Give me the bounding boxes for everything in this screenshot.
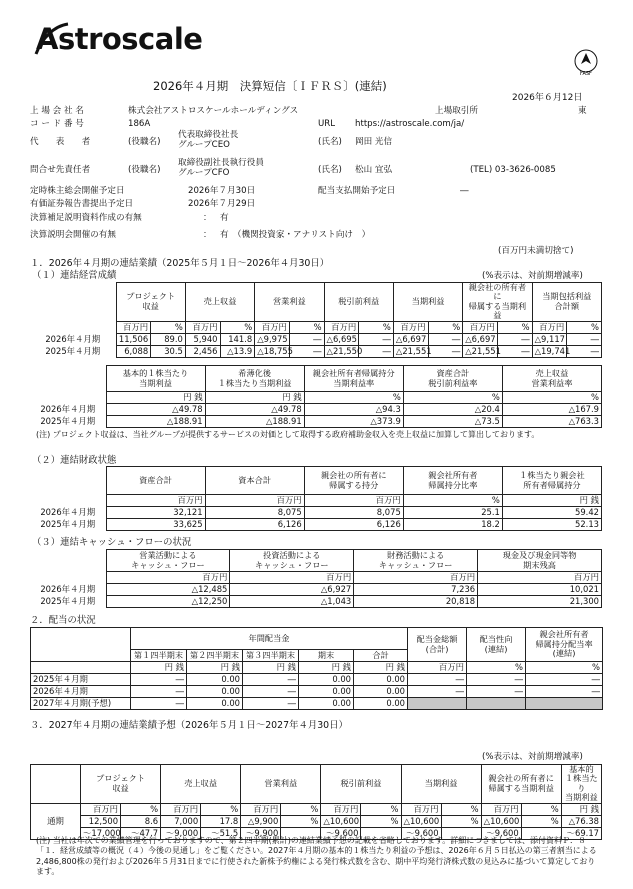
table-row xyxy=(30,519,602,531)
unit-cell: % xyxy=(121,803,161,815)
value-cell: ― xyxy=(131,698,187,710)
unit-cell: 百万円 xyxy=(354,572,478,584)
value-cell: △49.78 xyxy=(106,404,205,416)
column-header: 現金及び現金同等物 期末残高 xyxy=(478,550,602,572)
value-cell: 12,500 xyxy=(81,815,121,827)
value-cell: ― xyxy=(243,674,299,686)
column-header: 親会社の所有者に 帰属する当期利益 xyxy=(481,765,561,804)
pct-note-1: (%表示は、対前期増減率) xyxy=(482,271,583,281)
unit-cell: 百万円 xyxy=(161,803,201,815)
column-header: 親会社所有者 帰属持分配当率 (連結) xyxy=(526,628,603,662)
value-cell: ― xyxy=(359,333,394,345)
section3-title: ３．2027年４月期の連結業績予想（2026年５月１日～2027年４月30日） xyxy=(30,720,348,731)
unit-row xyxy=(30,321,602,333)
value-cell: ～9,900 xyxy=(241,827,281,839)
column-header: 配当性向 (連結) xyxy=(467,628,526,662)
value-cell: ～9,600 xyxy=(481,827,521,839)
value-cell: △21,551 xyxy=(463,345,498,357)
header-row xyxy=(30,550,602,572)
div-start-label: 配当支払開始予定日 xyxy=(318,186,396,196)
value-cell: ― xyxy=(289,333,324,345)
value-cell: ― xyxy=(526,674,603,686)
value-cell: 20,818 xyxy=(354,596,478,608)
exchange: 東 xyxy=(578,106,587,116)
cashflow-table xyxy=(30,549,602,608)
fasf-mark-icon xyxy=(573,48,599,76)
value-cell: ― xyxy=(289,345,324,357)
value-cell: % xyxy=(361,815,401,827)
column-header: 資本合計 xyxy=(205,467,304,495)
column-header: 売上収益 xyxy=(185,283,254,322)
column-header: 合計 xyxy=(354,650,408,662)
unit-cell: 百万円 xyxy=(255,321,290,333)
value-cell: 6,126 xyxy=(205,519,304,531)
note-2: (注) 当社は年次での業績管理を行っておりますので、第２四半期(累計)の連結業績予想の記載を省略しております。詳細につきましては、添付資料Ｐ．８「１．経営成績等の概況（４）今後の見通し」をご覧ください。2027年４月期の基本的１株当たり利益の予想は、2026年６月５日払込の第三者割当による2,486,800株の発行および2026年５月31日までに行使された新株予約権による発行株式数を含む、期中平均発行済株式数の見込みに基づいて算定しております。 xyxy=(36,836,597,877)
value-cell: ― xyxy=(131,686,187,698)
value-cell: △21,550 xyxy=(324,345,359,357)
value-cell: △10,600 xyxy=(321,815,361,827)
value-cell: 2,456 xyxy=(185,345,220,357)
company-name-label: 上 場 会 社 名 xyxy=(30,106,84,116)
filing-date: 2026年７月29日 xyxy=(188,199,256,209)
group-header: 年間配当金 xyxy=(131,628,408,650)
value-cell: ― xyxy=(243,698,299,710)
column-header: 第３四半期末 xyxy=(243,650,299,662)
contact-tel: (TEL) 03-3626-0085 xyxy=(470,165,556,175)
value-cell xyxy=(467,698,526,710)
column-header: 当期包括利益 合計額 xyxy=(532,283,601,322)
unit-cell: % xyxy=(467,662,526,674)
column-header: 親会社の所有者に 帰属する持分 xyxy=(304,467,403,495)
column-header: 希薄化後 １株当たり当期利益 xyxy=(205,366,304,392)
dividend-table xyxy=(30,627,603,710)
rep-role: 代表取締役社長 グループCEO xyxy=(178,130,239,150)
value-cell: △73.5 xyxy=(403,416,502,428)
value-cell: 141.8 xyxy=(220,333,255,345)
contact-name-label: (氏名) xyxy=(318,165,342,175)
unit-row xyxy=(30,572,602,584)
row-label: 2025年４月期 xyxy=(40,596,96,607)
value-cell: 52.13 xyxy=(502,519,601,531)
unit-cell: 百万円 xyxy=(481,803,521,815)
unit-cell: 百万円 xyxy=(241,803,281,815)
financial-position-table xyxy=(30,466,602,531)
section2-title: ２．配当の状況 xyxy=(30,615,96,626)
section1-title: １．2026年４月期の連結業績（2025年５月１日～2026年４月30日） xyxy=(30,258,330,269)
column-header: プロジェクト 収益 xyxy=(81,765,161,804)
row-label: 通期 xyxy=(31,803,81,839)
value-cell: △9,975 xyxy=(255,333,290,345)
column-header: 営業利益 xyxy=(241,765,321,804)
unit-cell: % xyxy=(304,392,403,404)
column-header: 親会社所有者帰属持分 当期利益率 xyxy=(304,366,403,392)
unit-cell: 円 銭 xyxy=(106,392,205,404)
unit-cell: % xyxy=(289,321,324,333)
unit-cell: % xyxy=(281,803,321,815)
value-cell: ― xyxy=(408,686,467,698)
value-cell: △12,485 xyxy=(106,584,230,596)
unit-cell: 円 銭 xyxy=(299,662,354,674)
unit-cell: % xyxy=(361,803,401,815)
column-header: 税引前利益 xyxy=(321,765,401,804)
value-cell: △6,697 xyxy=(463,333,498,345)
table-row xyxy=(30,584,602,596)
value-cell: 89.0 xyxy=(151,333,186,345)
unit-cell: % xyxy=(497,321,532,333)
unit-cell: 円 銭 xyxy=(205,392,304,404)
table-row xyxy=(30,345,602,357)
unit-cell: 百万円 xyxy=(304,495,403,507)
per-share-table xyxy=(30,365,602,428)
supp-colon: ： xyxy=(203,213,212,223)
column-header: 資産合計 xyxy=(106,467,205,495)
unit-row xyxy=(31,803,602,815)
corner-cell xyxy=(30,495,106,507)
rep-label: 代 表 者 xyxy=(30,137,91,147)
unit-cell: % xyxy=(403,392,502,404)
unit-cell: 百万円 xyxy=(116,321,151,333)
value-cell: % xyxy=(441,815,481,827)
value-cell: △13.9 xyxy=(220,345,255,357)
value-cell: 18.2 xyxy=(403,519,502,531)
rep-name-label: (氏名) xyxy=(318,137,342,147)
value-cell: △49.78 xyxy=(205,404,304,416)
unit-cell: 円 銭 xyxy=(354,662,408,674)
agm-date: 2026年７月30日 xyxy=(188,186,256,196)
unit-cell: % xyxy=(151,321,186,333)
column-header: 当期利益 xyxy=(393,283,462,322)
header-row xyxy=(30,366,602,392)
value-cell: △6,697 xyxy=(393,333,428,345)
corner-cell xyxy=(31,662,131,674)
value-cell: 6,126 xyxy=(304,519,403,531)
supp-value: 有 xyxy=(220,213,229,223)
unit-cell: 百万円 xyxy=(106,572,230,584)
contact-label: 問合せ先責任者 xyxy=(30,165,91,175)
value-cell: ― xyxy=(408,674,467,686)
column-header: 営業利益 xyxy=(255,283,324,322)
unit-cell: 百万円 xyxy=(408,662,467,674)
unit-cell: 百万円 xyxy=(401,803,441,815)
table-row xyxy=(31,674,603,686)
value-cell: % xyxy=(521,815,561,827)
column-header: 配当金総額 (合計) xyxy=(408,628,467,662)
corner-cell xyxy=(30,550,106,572)
value-cell: △188.91 xyxy=(205,416,304,428)
unit-cell: 百万円 xyxy=(230,572,354,584)
value-cell: ― xyxy=(467,686,526,698)
value-cell: 8.6 xyxy=(121,815,161,827)
value-cell: ― xyxy=(131,674,187,686)
value-cell: 0.00 xyxy=(299,698,354,710)
value-cell: △167.9 xyxy=(502,404,601,416)
unit-cell: 百万円 xyxy=(324,321,359,333)
column-header: プロジェクト 収益 xyxy=(116,283,185,322)
column-header: 第２四半期末 xyxy=(187,650,243,662)
column-header: 基本的 １株当たり 当期利益 xyxy=(561,765,601,804)
unit-row xyxy=(30,495,602,507)
value-cell: 5,940 xyxy=(185,333,220,345)
corner-cell xyxy=(30,572,106,584)
value-cell: ― xyxy=(359,345,394,357)
value-cell: 8,075 xyxy=(304,507,403,519)
value-cell: 0.00 xyxy=(187,686,243,698)
unit-cell: % xyxy=(526,662,603,674)
value-cell: △18,755 xyxy=(255,345,290,357)
unit-cell: % xyxy=(220,321,255,333)
operating-results-table xyxy=(30,282,602,358)
row-label: 2025年４月期 xyxy=(31,674,131,686)
column-header: 第１四半期末 xyxy=(131,650,187,662)
table-row xyxy=(31,815,602,827)
column-header: 期末 xyxy=(299,650,354,662)
corner-cell xyxy=(30,392,106,404)
unit-cell: % xyxy=(428,321,463,333)
value-cell: ～47.7 xyxy=(121,827,161,839)
row-label: 2026年４月期 xyxy=(40,584,96,595)
report-date: 2026年６月12日 xyxy=(512,93,583,103)
value-cell: △763.3 xyxy=(502,416,601,428)
unit-cell: 円 銭 xyxy=(131,662,187,674)
brief-label: 決算説明会開催の有無 xyxy=(30,230,116,240)
unit-cell: % xyxy=(502,392,601,404)
corner-cell xyxy=(30,467,106,495)
value-cell: 30.5 xyxy=(151,345,186,357)
value-cell: ― xyxy=(428,333,463,345)
value-cell: 21,300 xyxy=(478,596,602,608)
value-cell: ― xyxy=(467,674,526,686)
value-cell: 0.00 xyxy=(354,674,408,686)
value-cell: 59.42 xyxy=(502,507,601,519)
column-header: １株当たり親会社 所有者帰属持分 xyxy=(502,467,601,495)
rep-name: 岡田 光信 xyxy=(355,137,393,147)
value-cell: % xyxy=(281,815,321,827)
brief-value: 有 （機関投資家・アナリスト向け ） xyxy=(220,230,371,240)
column-header: 営業活動による キャッシュ・フロー xyxy=(106,550,230,572)
value-cell: 10,021 xyxy=(478,584,602,596)
value-cell: 25.1 xyxy=(403,507,502,519)
column-header: 親会社の所有者に 帰属する当期利益 xyxy=(463,283,532,322)
value-cell xyxy=(526,698,603,710)
value-cell: ― xyxy=(567,345,602,357)
value-cell: △1,043 xyxy=(230,596,354,608)
forecast-table xyxy=(30,764,602,840)
value-cell: ― xyxy=(497,333,532,345)
unit-row xyxy=(30,392,602,404)
company-name: 株式会社アストロスケールホールディングス xyxy=(128,106,299,116)
column-header: 売上収益 営業利益率 xyxy=(502,366,601,392)
contact-role-label: (役職名) xyxy=(128,165,161,175)
value-cell: ― xyxy=(243,686,299,698)
value-cell: △21,551 xyxy=(393,345,428,357)
value-cell: 32,121 xyxy=(106,507,205,519)
column-header: 資産合計 税引前利益率 xyxy=(403,366,502,392)
unit-cell: % xyxy=(441,803,481,815)
value-cell: △94.3 xyxy=(304,404,403,416)
table-row xyxy=(31,698,603,710)
value-cell: 7,000 xyxy=(161,815,201,827)
unit-cell: % xyxy=(567,321,602,333)
value-cell: ～9,000 xyxy=(161,827,201,839)
column-header: 親会社所有者 帰属持分比率 xyxy=(403,467,502,495)
section1-sub2: （２）連結財政状態 xyxy=(32,455,117,466)
unit-cell: % xyxy=(201,803,241,815)
value-cell: 7,236 xyxy=(354,584,478,596)
supp-label: 決算補足説明資料作成の有無 xyxy=(30,213,142,223)
unit-cell: 円 銭 xyxy=(187,662,243,674)
value-cell: △373.9 xyxy=(304,416,403,428)
rep-role-label: (役職名) xyxy=(128,137,161,147)
column-header: 当期利益 xyxy=(401,765,481,804)
unit-cell: 百万円 xyxy=(106,495,205,507)
pct-note-3: (%表示は、対前期増減率) xyxy=(482,752,583,762)
header-row xyxy=(30,467,602,495)
corner-cell xyxy=(31,628,131,662)
unit-cell: 円 銭 xyxy=(243,662,299,674)
header-row xyxy=(30,283,602,322)
value-cell: ～51.5 xyxy=(201,827,241,839)
brief-colon: ： xyxy=(203,230,212,240)
value-cell: 33,625 xyxy=(106,519,205,531)
code: 186A xyxy=(128,119,151,129)
value-cell: 8,075 xyxy=(205,507,304,519)
note-1: (注) プロジェクト収益は、当社グループが提供するサービスの対価として取得する政府補助金収入を売上収益に加算して算出しております。 xyxy=(36,430,540,439)
header-row xyxy=(31,765,602,804)
value-cell: △6,927 xyxy=(230,584,354,596)
unit-row xyxy=(31,662,603,674)
corner-cell xyxy=(30,321,116,333)
value-cell: △9,900 xyxy=(241,815,281,827)
agm-label: 定時株主総会開催予定日 xyxy=(30,186,125,196)
value-cell: 0.00 xyxy=(354,686,408,698)
unit-cell: 円 銭 xyxy=(502,495,601,507)
page-title: 2026年４月期 決算短信〔ＩＦＲＳ〕(連結) xyxy=(153,79,387,93)
value-cell: ― xyxy=(567,333,602,345)
div-start: ― xyxy=(460,186,469,196)
table-row xyxy=(30,416,602,428)
contact-name: 松山 宜弘 xyxy=(355,165,393,175)
company-url[interactable]: https://astroscale.com/ja/ xyxy=(355,119,465,129)
corner-cell xyxy=(30,283,116,322)
column-header: 売上収益 xyxy=(161,765,241,804)
row-label: 2025年４月期 xyxy=(40,519,96,530)
value-cell: 0.00 xyxy=(187,674,243,686)
value-cell: ～9,600 xyxy=(321,827,361,839)
value-cell: △10,600 xyxy=(401,815,441,827)
row-label: 2026年４月期 xyxy=(45,334,101,345)
column-header: 財務活動による キャッシュ・フロー xyxy=(354,550,478,572)
value-cell: △20.4 xyxy=(403,404,502,416)
value-cell: ― xyxy=(526,686,603,698)
value-cell: △188.91 xyxy=(106,416,205,428)
unit-cell: 百万円 xyxy=(478,572,602,584)
value-cell: △19,741 xyxy=(532,345,567,357)
row-label: 2026年４月期 xyxy=(40,507,96,518)
unit-cell: 百万円 xyxy=(185,321,220,333)
row-label: 2025年４月期 xyxy=(45,346,101,357)
company-logo: Astroscale xyxy=(36,22,203,56)
unit-cell: 百万円 xyxy=(81,803,121,815)
value-cell: △6,695 xyxy=(324,333,359,345)
value-cell: 0.00 xyxy=(354,698,408,710)
corner-cell xyxy=(30,366,106,392)
value-cell: 11,506 xyxy=(116,333,151,345)
unit-cell: % xyxy=(359,321,394,333)
filing-label: 有価証券報告書提出予定日 xyxy=(30,199,134,209)
unit-cell: % xyxy=(521,803,561,815)
unit-cell: 百万円 xyxy=(463,321,498,333)
url-label: URL xyxy=(318,119,336,129)
value-cell: ～17,000 xyxy=(81,827,121,839)
header-row xyxy=(31,628,603,650)
unit-cell: 百万円 xyxy=(205,495,304,507)
value-cell: 17.8 xyxy=(201,815,241,827)
row-label: 2027年４月期(予想) xyxy=(31,698,131,710)
value-cell: ― xyxy=(497,345,532,357)
value-cell: ― xyxy=(428,345,463,357)
row-label: 2026年４月期 xyxy=(31,686,131,698)
rounding-note: (百万円未満切捨て) xyxy=(498,246,574,256)
table-row xyxy=(31,686,603,698)
section1-sub3: （３）連結キャッシュ・フローの状況 xyxy=(32,537,192,548)
section1-sub1: （１）連結経営成績 xyxy=(32,270,117,281)
value-cell xyxy=(408,698,467,710)
unit-cell: % xyxy=(403,495,502,507)
table-row xyxy=(30,404,602,416)
value-cell: △9,117 xyxy=(532,333,567,345)
unit-cell: 円 銭 xyxy=(561,803,601,815)
value-cell: 0.00 xyxy=(299,686,354,698)
svg-text:FASF: FASF xyxy=(580,71,592,77)
value-cell: ～9,600 xyxy=(401,827,441,839)
row-label: 2026年４月期 xyxy=(40,404,96,415)
value-cell: 6,088 xyxy=(116,345,151,357)
value-cell: ～69.17 xyxy=(561,827,601,839)
column-header: 投資活動による キャッシュ・フロー xyxy=(230,550,354,572)
column-header: 基本的１株当たり 当期利益 xyxy=(106,366,205,392)
unit-cell: 百万円 xyxy=(321,803,361,815)
table-row xyxy=(30,333,602,345)
table-row xyxy=(30,507,602,519)
unit-cell: 百万円 xyxy=(532,321,567,333)
row-label: 2025年４月期 xyxy=(40,416,96,427)
contact-role: 取締役副社長執行役員 グループCFO xyxy=(178,158,264,178)
value-cell: △76.38 xyxy=(561,815,601,827)
column-header: 税引前利益 xyxy=(324,283,393,322)
value-cell: 0.00 xyxy=(187,698,243,710)
code-label: コ ー ド 番 号 xyxy=(30,119,84,129)
exchange-label: 上場取引所 xyxy=(435,106,478,116)
unit-cell: 百万円 xyxy=(393,321,428,333)
corner-cell xyxy=(31,765,81,804)
value-cell: △10,600 xyxy=(481,815,521,827)
value-cell: △12,250 xyxy=(106,596,230,608)
table-row xyxy=(30,596,602,608)
value-cell: 0.00 xyxy=(299,674,354,686)
